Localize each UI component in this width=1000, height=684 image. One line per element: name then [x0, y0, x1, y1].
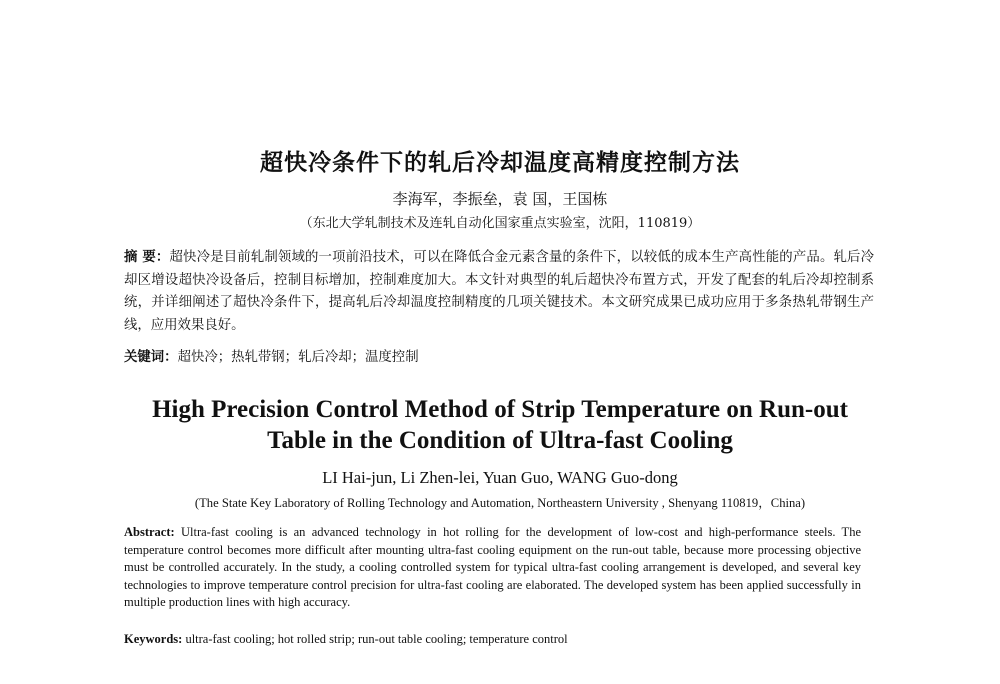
chinese-authors: 李海军，李振垒，袁 国，王国栋	[392, 190, 608, 208]
english-abstract	[124, 524, 861, 612]
chinese-title: 超快冷条件下的轧后冷却温度高精度控制方法	[260, 150, 740, 176]
chinese-abstract-text: 超快冷是目前轧制领域的一项前沿技术，可以在降低合金元素含量的条件下，以较低的成本生产高性能的产品。轧后冷却区增设超快冷设备后，控制目标增加，控制难度加大。本文针对典型的轧后超快冷布置方式，开发了配套的轧后冷却控制系统，并详细阐述了超快冷条件下，提高轧后冷却温度控制精度的几项关键技术。本文研究成果已成功应用于多条热轧带钢生产线，应用效果良好。	[124, 250, 874, 333]
english-title	[0, 394, 1000, 456]
english-keywords-text: ultra-fast cooling; hot rolled strip; run-out table cooling; temperature control	[185, 632, 568, 646]
english-keywords	[124, 631, 861, 648]
chinese-keywords-text: 超快冷；热轧带钢；轧后冷却；温度控制	[177, 350, 419, 365]
chinese-abstract	[124, 247, 874, 337]
english-authors: LI Hai-jun, Li Zhen-lei, Yuan Guo, WANG Guo-dong	[322, 468, 678, 487]
english-affiliation: (The State Key Laboratory of Rolling Technology and Automation, Northeastern University , Shenyang 110819，China)	[194, 496, 806, 510]
chinese-abstract-label: 摘 要：	[124, 250, 170, 265]
chinese-keywords	[124, 347, 874, 369]
chinese-affiliation: （东北大学轧制技术及连轧自动化国家重点实验室，沈阳，110819）	[299, 216, 701, 231]
chinese-keywords-label: 关键词：	[124, 350, 178, 365]
english-title-line-1: High Precision Control Method of Strip Temperature on Run-out	[152, 396, 848, 423]
english-abstract-label: Abstract:	[124, 525, 175, 539]
english-keywords-label: Keywords:	[124, 632, 183, 646]
english-title-line-2: Table in the Condition of Ultra-fast Cooling	[267, 427, 733, 454]
english-abstract-text: Ultra-fast cooling is an advanced technology in hot rolling for the development of low-cost and high-performance steels. The temperature control becomes more difficult after mounting ultra-fast cooling equipment on the run-out table, because more processing objective must be controlled accurately. In the study, a cooling controlled system for typical ultra-fast cooling arrangement is developed, and several key technologies to improve temperature control precision for ultra-fast cooling are elaborated. The developed system has been applied successfully in multiple production lines with high accuracy.	[124, 525, 861, 610]
